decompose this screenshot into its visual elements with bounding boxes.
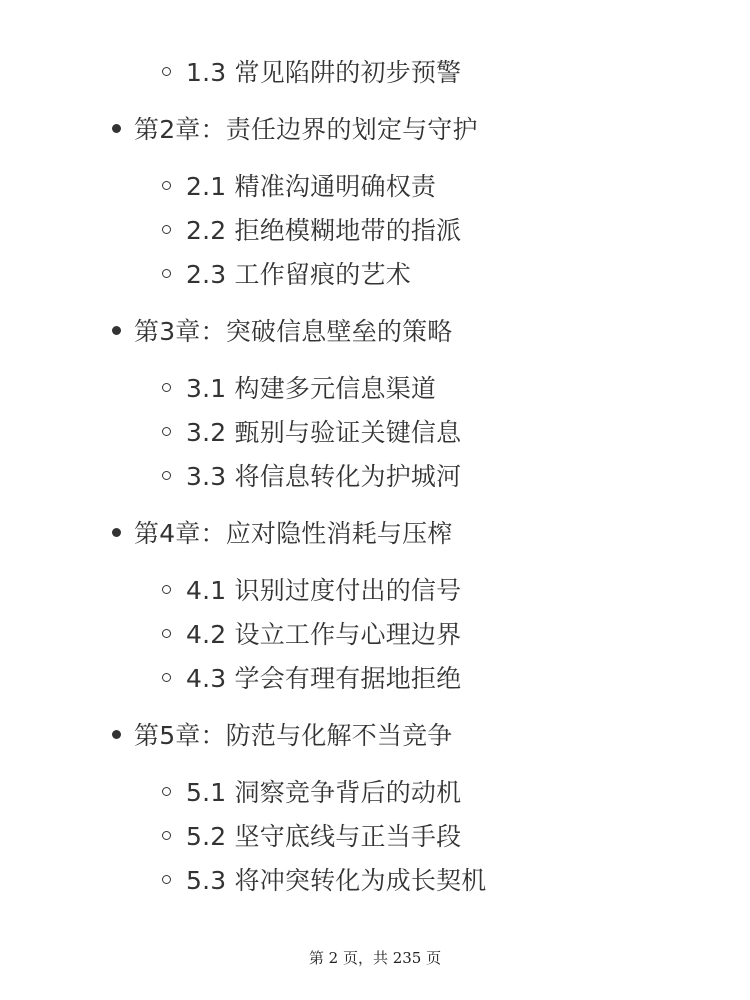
page-number-footer: 第 2 页，共 235 页 [308, 949, 442, 967]
toc-section-3-2 [162, 411, 461, 451]
toc-section-3-1 [162, 367, 436, 407]
circle-bullet-icon [162, 181, 171, 190]
toc-section-1-3 [162, 51, 461, 91]
toc-section-label: 5.1 洞察竞争背后的动机 [186, 778, 462, 807]
toc-section-label: 1.3 常见陷阱的初步预警 [186, 58, 462, 87]
circle-bullet-icon [162, 831, 171, 840]
toc-section-label: 5.2 坚守底线与正当手段 [186, 822, 462, 851]
circle-bullet-icon [162, 673, 171, 682]
toc-section-2-1 [162, 165, 436, 205]
toc-section-4-2 [162, 613, 461, 653]
toc-section-5-2 [162, 815, 461, 855]
toc-section-5-1 [162, 771, 461, 811]
toc-chapter-label: 第4章：应对隐性消耗与压榨 [134, 519, 453, 548]
circle-bullet-icon [162, 427, 171, 436]
disc-bullet-icon [112, 528, 121, 537]
toc-section-label: 4.3 学会有理有据地拒绝 [186, 664, 462, 693]
toc-chapter-label: 第3章：突破信息壁垒的策略 [134, 317, 453, 346]
circle-bullet-icon [162, 383, 171, 392]
toc-section-4-3 [162, 657, 461, 697]
toc-section-label: 3.3 将信息转化为护城河 [186, 462, 462, 491]
disc-bullet-icon [112, 124, 121, 133]
toc-chapter-5 [112, 714, 453, 754]
toc-section-3-3 [162, 455, 461, 495]
circle-bullet-icon [162, 787, 171, 796]
toc-section-label: 2.2 拒绝模糊地带的指派 [186, 216, 462, 245]
toc-section-2-2 [162, 209, 461, 249]
toc-section-label: 2.1 精准沟通明确权责 [186, 172, 437, 201]
toc-chapter-label: 第5章：防范与化解不当竞争 [134, 721, 453, 750]
circle-bullet-icon [162, 875, 171, 884]
toc-chapter-label: 第2章：责任边界的划定与守护 [134, 115, 478, 144]
toc-section-label: 3.1 构建多元信息渠道 [186, 374, 437, 403]
toc-chapter-3 [112, 310, 453, 350]
toc-section-label: 4.2 设立工作与心理边界 [186, 620, 462, 649]
toc-chapter-4 [112, 512, 453, 552]
toc-section-2-3 [162, 253, 411, 293]
circle-bullet-icon [162, 471, 171, 480]
toc-section-label: 2.3 工作留痕的艺术 [186, 260, 411, 289]
toc-chapter-2 [112, 108, 478, 148]
circle-bullet-icon [162, 67, 171, 76]
circle-bullet-icon [162, 629, 171, 638]
disc-bullet-icon [112, 326, 121, 335]
toc-section-label: 5.3 将冲突转化为成长契机 [186, 866, 487, 895]
toc-section-label: 3.2 甄别与验证关键信息 [186, 418, 462, 447]
circle-bullet-icon [162, 585, 171, 594]
disc-bullet-icon [112, 730, 121, 739]
toc-section-5-3 [162, 859, 487, 899]
circle-bullet-icon [162, 269, 171, 278]
toc-section-4-1 [162, 569, 461, 609]
circle-bullet-icon [162, 225, 171, 234]
toc-section-label: 4.1 识别过度付出的信号 [186, 576, 462, 605]
